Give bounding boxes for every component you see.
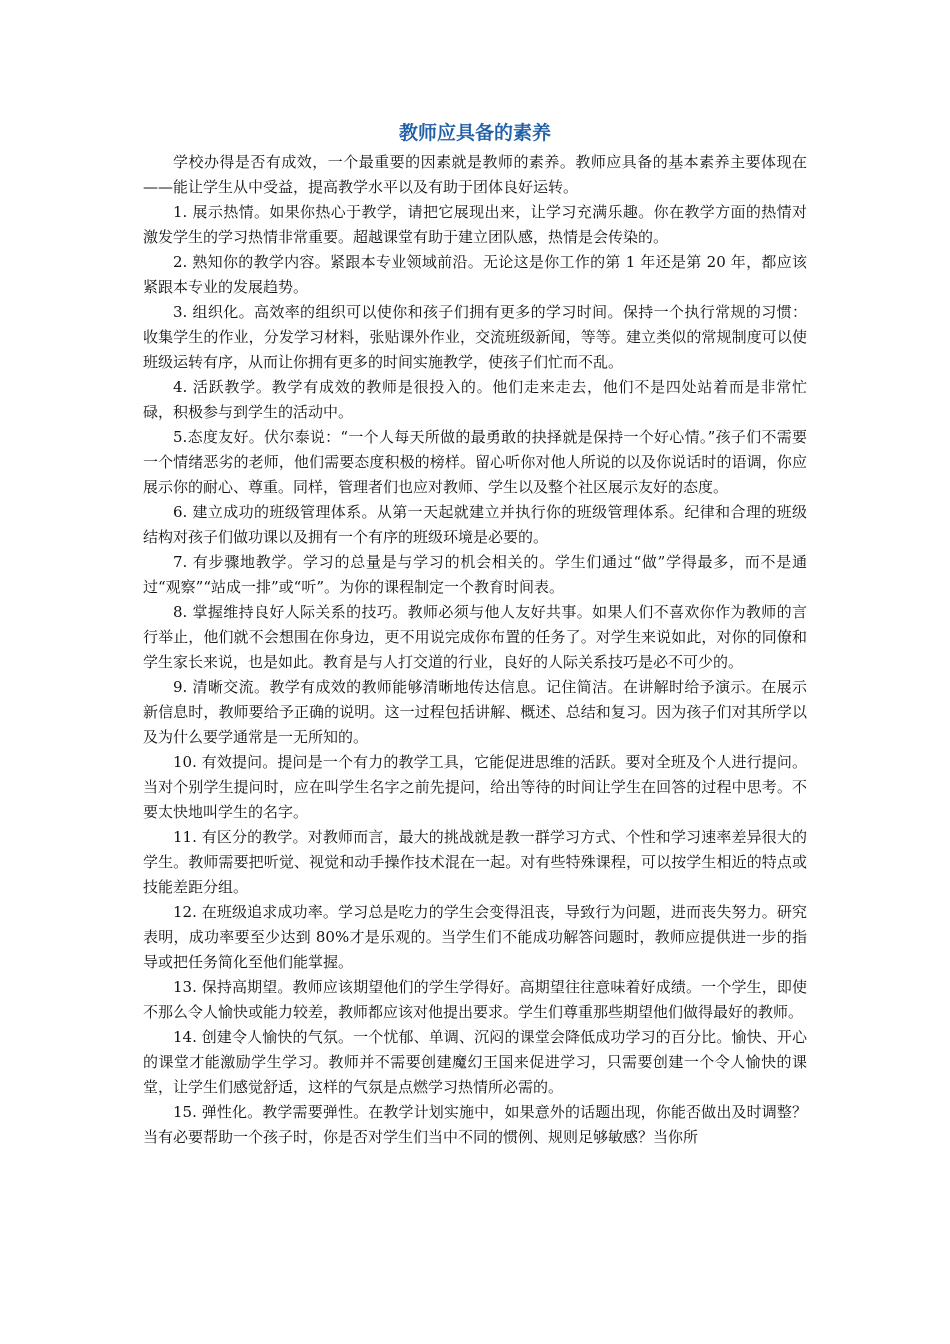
document-title: 教师应具备的素养 — [398, 122, 551, 144]
document-page — [143, 116, 807, 1150]
list-item-4: 4. 活跃教学。教学有成效的教师是很投入的。他们走来走去，他们不是四处站着而是非常忙碌，积极参与到学生的活动中。 — [143, 378, 807, 421]
list-item-12: 12. 在班级追求成功率。学习总是吃力的学生会变得沮丧，导致行为问题，进而丧失努力。研究表明，成功率要至少达到 80%才是乐观的。当学生们不能成功解答问题时，教师应提供进一步的指导或把任务简化至他们能掌握。 — [143, 903, 807, 971]
list-item-10: 10. 有效提问。提问是一个有力的教学工具，它能促进思维的活跃。要对全班及个人进行提问。当对个别学生提问时，应在叫学生名字之前先提问，给出等待的时间让学生在回答的过程中思考。不要太快地叫学生的名字。 — [143, 753, 807, 821]
list-item-7: 7. 有步骤地教学。学习的总量是与学习的机会相关的。学生们通过“做”学得最多，而不是通过“观察”“站成一排”或“听”。为你的课程制定一个教育时间表。 — [143, 553, 807, 596]
list-item-1: 1. 展示热情。如果你热心于教学，请把它展现出来，让学习充满乐趣。你在教学方面的热情对激发学生的学习热情非常重要。超越课堂有助于建立团队感，热情是会传染的。 — [143, 203, 807, 246]
intro-paragraph: 学校办得是否有成效，一个最重要的因素就是教师的素养。教师应具备的基本素养主要体现在——能让学生从中受益，提高教学水平以及有助于团体良好运转。 — [143, 153, 807, 196]
list-item-2: 2. 熟知你的教学内容。紧跟本专业领域前沿。无论这是你工作的第 1 年还是第 20 年，都应该紧跟本专业的发展趋势。 — [143, 253, 807, 296]
list-item-13: 13. 保持高期望。教师应该期望他们的学生学得好。高期望往往意味着好成绩。一个学生，即使不那么令人愉快或能力较差，教师都应该对他提出要求。学生们尊重那些期望他们做得最好的教师。 — [143, 978, 807, 1021]
list-item-14: 14. 创建令人愉快的气氛。一个忧郁、单调、沉闷的课堂会降低成功学习的百分比。愉快、开心的课堂才能激励学生学习。教师并不需要创建魔幻王国来促进学习，只需要创建一个令人愉快的课堂，让学生们感觉舒适，这样的气氛是点燃学习热情所必需的。 — [143, 1028, 807, 1096]
list-item-11: 11. 有区分的教学。对教师而言，最大的挑战就是教一群学习方式、个性和学习速率差异很大的学生。教师需要把听觉、视觉和动手操作技术混在一起。对有些特殊课程，可以按学生相近的特点或技能差距分组。 — [143, 828, 807, 896]
list-item-9: 9. 清晰交流。教学有成效的教师能够清晰地传达信息。记住简洁。在讲解时给予演示。在展示新信息时，教师要给予正确的说明。这一过程包括讲解、概述、总结和复习。因为孩子们对其所学以及为什么要学通常是一无所知的。 — [143, 678, 807, 746]
list-item-5: 5.态度友好。伏尔泰说：“一个人每天所做的最勇敢的抉择就是保持一个好心情。”孩子们不需要一个情绪恶劣的老师，他们需要态度积极的榜样。留心听你对他人所说的以及你说话时的语调，你应展示你的耐心、尊重。同样，管理者们也应对教师、学生以及整个社区展示友好的态度。 — [143, 428, 807, 496]
list-item-3: 3. 组织化。高效率的组织可以使你和孩子们拥有更多的学习时间。保持一个执行常规的习惯：收集学生的作业，分发学习材料，张贴课外作业，交流班级新闻，等等。建立类似的常规制度可以使班级运转有序，从而让你拥有更多的时间实施教学，使孩子们忙而不乱。 — [143, 303, 807, 371]
list-item-6: 6. 建立成功的班级管理体系。从第一天起就建立并执行你的班级管理体系。纪律和合理的班级结构对孩子们做功课以及拥有一个有序的班级环境是必要的。 — [143, 503, 807, 546]
list-item-8: 8. 掌握维持良好人际关系的技巧。教师必须与他人友好共事。如果人们不喜欢你作为教师的言行举止，他们就不会想围在你身边，更不用说完成你布置的任务了。对学生来说如此，对你的同僚和学生家长来说，也是如此。教育是与人打交道的行业，良好的人际关系技巧是必不可少的。 — [143, 603, 807, 671]
list-item-15: 15. 弹性化。教学需要弹性。在教学计划实施中，如果意外的话题出现，你能否做出及时调整？当有必要帮助一个孩子时，你是否对学生们当中不同的惯例、规则足够敏感？当你所 — [143, 1103, 807, 1146]
